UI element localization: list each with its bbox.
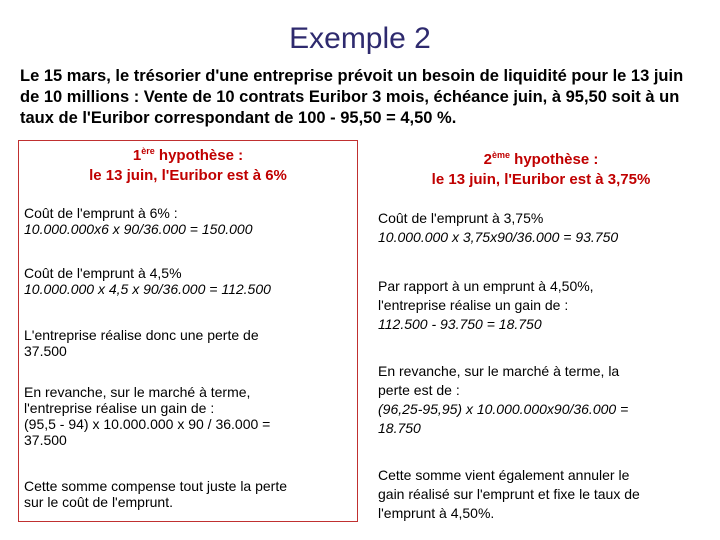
conclusion-paragraph: Cette somme vient également annuler le gain réalisé sur l'emprunt et fixe le taux de l'emprunt à 4,50%. <box>378 467 640 521</box>
futures-gain-paragraph: En revanche, sur le marché à terme, l'entreprise réalise un gain de : (95,5 - 94) x 10.000.000 x 90 / 36.000 = 37.500 <box>24 384 271 448</box>
hypothesis-1-box <box>18 140 358 522</box>
cost-at-4-5-paragraph: Coût de l'emprunt à 4,5% 10.000.000 x 4,5 x 90/36.000 = 112.500 <box>24 265 271 297</box>
intro-line: de 10 millions : Vente de 10 contrats Euribor 3 mois, échéance juin, à 95,50 soit à un <box>20 88 680 106</box>
hypothesis-1-heading: 1ère hypothèse : le 13 juin, l'Euribor est à 6% <box>89 146 287 184</box>
cost-at-3-75-paragraph: Coût de l'emprunt à 3,75% 10.000.000 x 3,75x90/36.000 = 93.750 <box>378 210 619 245</box>
slide-title: Exemple 2 <box>289 22 431 55</box>
loss-paragraph: L'entreprise réalise donc une perte de 37.500 <box>24 327 259 359</box>
intro-line: taux de l'Euribor correspondant de 100 - 95,50 = 4,50 %. <box>20 109 457 127</box>
cost-at-6-paragraph: Coût de l'emprunt à 6% : 10.000.000x6 x 90/36.000 = 150.000 <box>24 205 253 237</box>
hypothesis-2-heading: 2ème hypothèse : le 13 juin, l'Euribor est à 3,75% <box>431 150 651 188</box>
intro-line: Le 15 mars, le trésorier d'une entreprise prévoit un besoin de liquidité pour le 13 juin <box>20 67 684 85</box>
intro-paragraph <box>20 66 710 129</box>
conclusion-paragraph: Cette somme compense tout juste la perte sur le coût de l'emprunt. <box>24 478 288 510</box>
futures-loss-paragraph: En revanche, sur le marché à terme, la perte est de : (96,25-95,95) x 10.000.000x90/36.000 = 18.750 <box>378 363 629 436</box>
borrowing-gain-paragraph: Par rapport à un emprunt à 4,50%, l'entreprise réalise un gain de : 112.500 - 93.750 = 18.750 <box>378 278 594 332</box>
hypothesis-2-box <box>372 140 710 520</box>
